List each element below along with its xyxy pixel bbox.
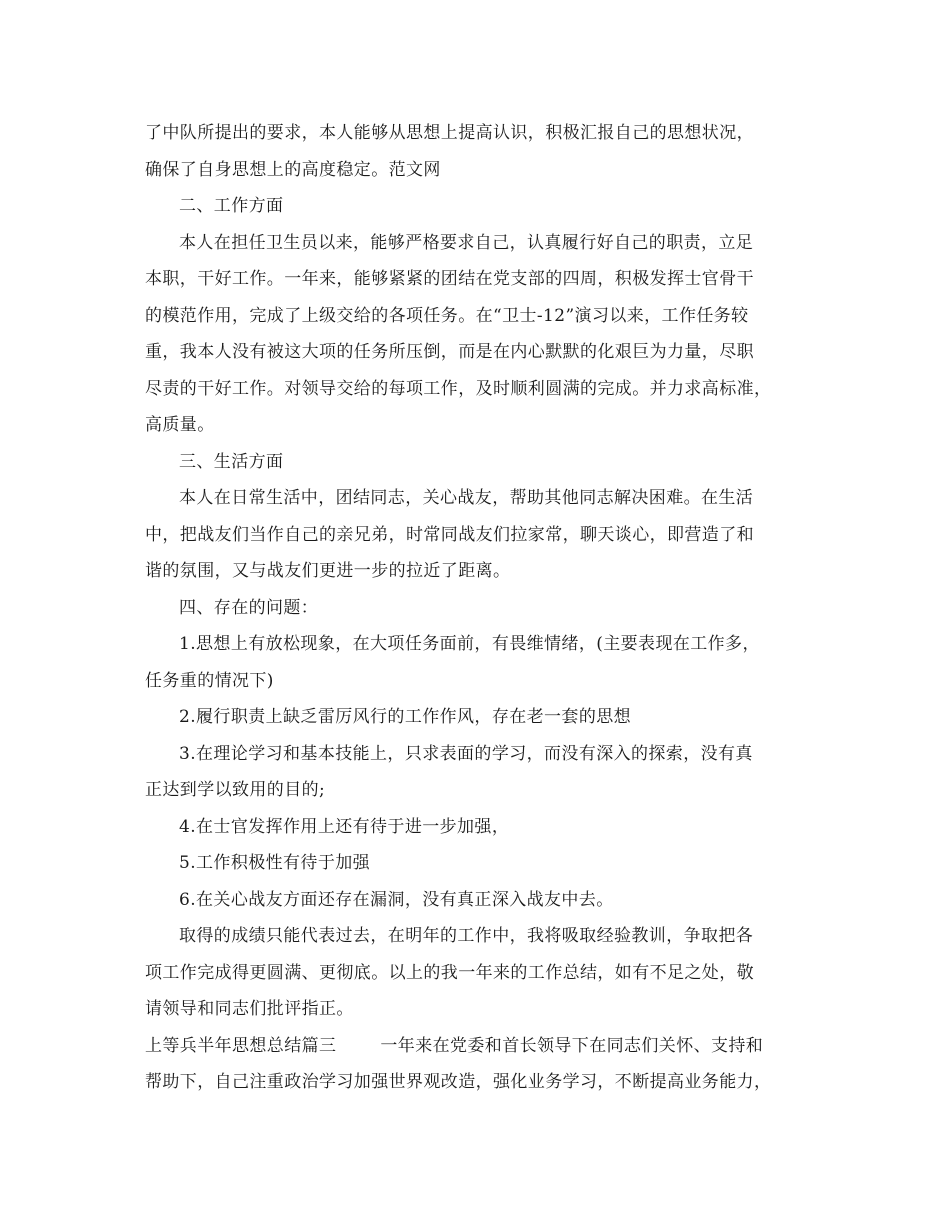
text-line: 谐的氛围，又与战友们更进一步的拉近了距离。 [145,561,511,581]
list-item: 4.在士官发挥作用上还有待于进一步加强， [179,816,510,837]
list-item: 1.思想上有放松现象，在大项任务面前，有畏维情绪，(主要表现在工作多， [179,634,760,654]
section-title-continuation: 一年来在党委和首长领导下在同志们关怀、支持和 [380,1035,764,1056]
text-line: 帮助下，自己注重政治学习加强世界观改造，强化业务学习，不断提高业务能力， [145,1072,772,1092]
section-title: 上等兵半年思想总结篇三 [145,1035,337,1056]
section-heading-life: 三、生活方面 [179,451,284,472]
text-line: 的模范作用，完成了上级交给的各项任务。在“卫士-12”演习以来，工作任务较 [145,305,749,326]
list-item: 6.在关心战友方面还存在漏洞，没有真正深入战友中去。 [179,889,614,910]
list-item: 3.在理论学习和基本技能上，只求表面的学习，而没有深入的探索，没有真 [179,743,753,764]
section-title-line [145,1028,815,1065]
text-line: 重，我本人没有被这大项的任务所压倒，而是在内心默默的化艰巨为力量，尽职 [145,342,754,362]
text-line: 高质量。 [145,415,215,435]
text-line: 本人在担任卫生员以来，能够严格要求自己，认真履行好自己的职责，立足 [179,232,754,253]
text-line: 请领导和同志们批评指正。 [145,999,354,1019]
list-item: 5.工作积极性有待于加强 [179,853,371,873]
text-line: 项工作完成得更圆满、更彻底。以上的我一年来的工作总结，如有不足之处，敬 [145,962,754,983]
text-line: 本职，干好工作。一年来，能够紧紧的团结在党支部的四周，积极发挥士官骨干 [145,269,754,289]
text-line: 尽责的干好工作。对领导交给的每项工作，及时顺利圆满的完成。并力求高标准， [145,378,772,399]
document-body [145,115,815,1101]
text-line: 任务重的情况下) [145,670,274,691]
section-heading-work: 二、工作方面 [179,196,284,216]
text-line: 取得的成绩只能代表过去，在明年的工作中，我将吸取经验教训，争取把各 [179,926,754,946]
text-line: 确保了自身思想上的高度稳定。范文网 [145,159,441,180]
section-heading-problems: 四、存在的问题： [179,597,319,618]
text-line: 了中队所提出的要求，本人能够从思想上提高认识，积极汇报自己的思想状况， [145,123,754,143]
text-line: 中，把战友们当作自己的亲兄弟，时常同战友们拉家常，聊天谈心，即营造了和 [145,524,754,545]
list-item: 2.履行职责上缺乏雷厉风行的工作作风，存在老一套的思想 [179,707,632,727]
text-line: 本人在日常生活中，团结同志，关心战友，帮助其他同志解决困难。在生活 [179,488,754,508]
text-line: 正达到学以致用的目的; [145,780,326,800]
